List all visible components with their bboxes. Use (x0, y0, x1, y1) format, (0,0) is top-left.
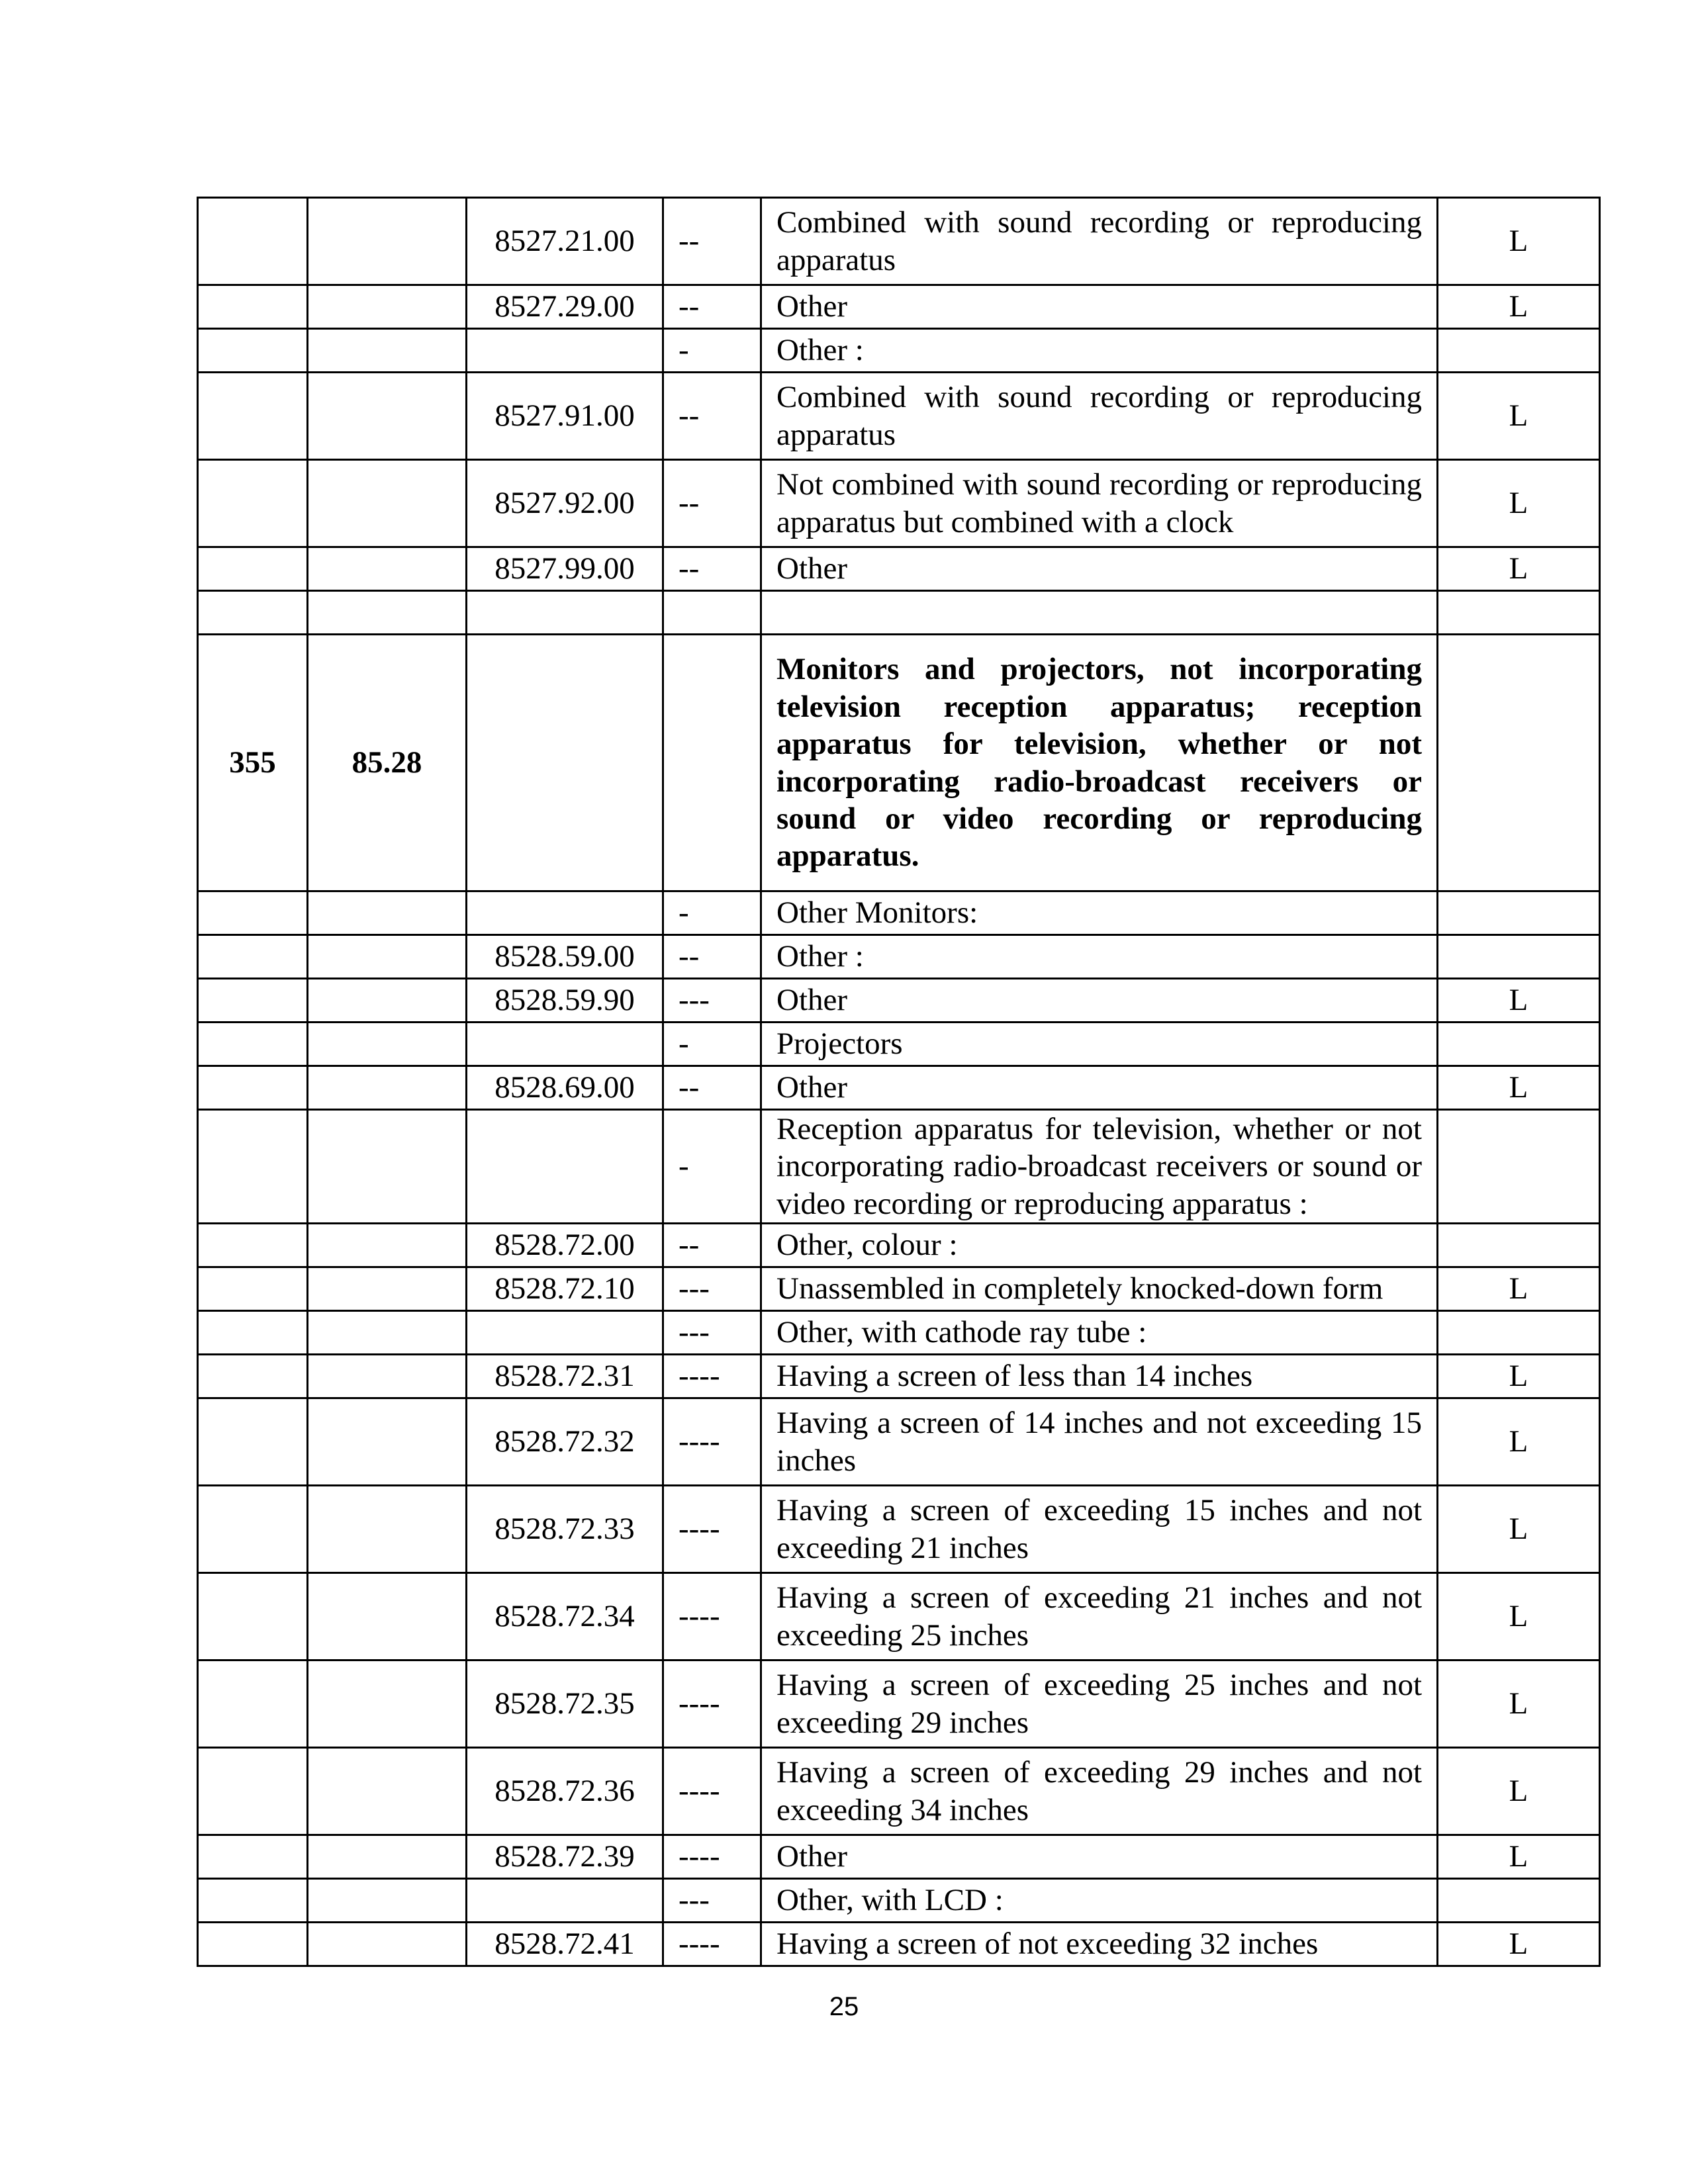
table-row (198, 1224, 1600, 1267)
hs-code-cell (467, 1023, 663, 1066)
hs-code-cell: 8527.29.00 (467, 285, 663, 329)
heading-number-cell (308, 329, 467, 373)
list-flag-cell (1438, 635, 1600, 891)
table-row (198, 891, 1600, 935)
list-flag-cell: L (1438, 1573, 1600, 1661)
level-dash-cell: ---- (663, 1661, 761, 1748)
heading-number-cell (308, 1267, 467, 1311)
description-cell: Combined with sound recording or reproducing apparatus (761, 198, 1438, 285)
serial-number-cell (198, 1661, 308, 1748)
hs-code-cell (467, 329, 663, 373)
list-flag-cell (1438, 935, 1600, 979)
list-flag-cell: L (1438, 1835, 1600, 1879)
level-dash-cell (663, 635, 761, 891)
table-row (198, 1066, 1600, 1110)
level-dash-cell: --- (663, 1879, 761, 1923)
heading-number-cell (308, 1835, 467, 1879)
description-cell: Having a screen of exceeding 15 inches and not exceeding 21 inches (761, 1486, 1438, 1573)
list-flag-cell: L (1438, 285, 1600, 329)
table-row (198, 979, 1600, 1023)
hs-code-cell (467, 1311, 663, 1355)
list-flag-cell (1438, 1879, 1600, 1923)
serial-number-cell (198, 1835, 308, 1879)
level-dash-cell: -- (663, 373, 761, 460)
heading-number-cell (308, 1023, 467, 1066)
description-cell: Projectors (761, 1023, 1438, 1066)
hs-code-cell: 8528.72.31 (467, 1355, 663, 1398)
serial-number-cell (198, 1224, 308, 1267)
list-flag-cell: L (1438, 1066, 1600, 1110)
hs-code-cell: 8528.72.10 (467, 1267, 663, 1311)
description-cell: Having a screen of not exceeding 32 inches (761, 1923, 1438, 1966)
serial-number-cell (198, 547, 308, 591)
hs-code-cell: 8527.99.00 (467, 547, 663, 591)
table-row (198, 1835, 1600, 1879)
list-flag-cell: L (1438, 1486, 1600, 1573)
level-dash-cell: - (663, 329, 761, 373)
level-dash-cell: -- (663, 547, 761, 591)
description-cell: Other (761, 979, 1438, 1023)
table-row (198, 1661, 1600, 1748)
heading-number-cell (308, 1748, 467, 1835)
list-flag-cell (1438, 329, 1600, 373)
description-cell: Reception apparatus for television, whether or not incorporating radio-broadcast receivers or sound or video recording or reproducing apparatus : (761, 1110, 1438, 1224)
serial-number-cell (198, 198, 308, 285)
serial-number-cell (198, 1311, 308, 1355)
heading-number-cell (308, 1398, 467, 1486)
hs-code-cell: 8528.69.00 (467, 1066, 663, 1110)
level-dash-cell: -- (663, 935, 761, 979)
description-cell: Other Monitors: (761, 891, 1438, 935)
list-flag-cell: L (1438, 1748, 1600, 1835)
serial-number-cell (198, 1748, 308, 1835)
table-row (198, 1311, 1600, 1355)
description-cell: Monitors and projectors, not incorporating television reception apparatus; reception apparatus for television, whether or not incorporating radio-broadcast receivers or sound or video recording or reproducing apparatus. (761, 635, 1438, 891)
table-row (198, 329, 1600, 373)
table-row (198, 1355, 1600, 1398)
description-cell: Not combined with sound recording or reproducing apparatus but combined with a clock (761, 460, 1438, 547)
table-row (198, 1748, 1600, 1835)
serial-number-cell (198, 935, 308, 979)
description-cell: Other, colour : (761, 1224, 1438, 1267)
table-row (198, 373, 1600, 460)
level-dash-cell: ---- (663, 1486, 761, 1573)
heading-number-cell: 85.28 (308, 635, 467, 891)
serial-number-cell (198, 979, 308, 1023)
description-cell: Other (761, 1835, 1438, 1879)
list-flag-cell: L (1438, 547, 1600, 591)
serial-number-cell (198, 891, 308, 935)
heading-number-cell (308, 1355, 467, 1398)
hs-code-cell: 8527.21.00 (467, 198, 663, 285)
list-flag-cell (1438, 1023, 1600, 1066)
description-cell: Other, with LCD : (761, 1879, 1438, 1923)
hs-code-cell: 8528.72.32 (467, 1398, 663, 1486)
heading-number-cell (308, 891, 467, 935)
description-cell: Having a screen of 14 inches and not exceeding 15 inches (761, 1398, 1438, 1486)
description-cell: Other (761, 547, 1438, 591)
heading-number-cell (308, 198, 467, 285)
list-flag-cell: L (1438, 979, 1600, 1023)
hs-code-cell: 8528.72.39 (467, 1835, 663, 1879)
serial-number-cell (198, 1066, 308, 1110)
list-flag-cell (1438, 1311, 1600, 1355)
hs-code-cell (467, 591, 663, 635)
level-dash-cell: ---- (663, 1923, 761, 1966)
heading-number-cell (308, 1661, 467, 1748)
hs-code-cell: 8528.72.00 (467, 1224, 663, 1267)
level-dash-cell: -- (663, 1066, 761, 1110)
hs-code-cell: 8528.72.34 (467, 1573, 663, 1661)
hs-code-cell: 8528.72.36 (467, 1748, 663, 1835)
table-row (198, 285, 1600, 329)
level-dash-cell: ---- (663, 1355, 761, 1398)
table-row (198, 935, 1600, 979)
heading-number-cell (308, 1879, 467, 1923)
list-flag-cell (1438, 591, 1600, 635)
list-flag-cell: L (1438, 373, 1600, 460)
hs-code-cell: 8528.59.90 (467, 979, 663, 1023)
description-cell: Other (761, 285, 1438, 329)
list-flag-cell (1438, 1110, 1600, 1224)
description-cell: Unassembled in completely knocked-down form (761, 1267, 1438, 1311)
heading-number-cell (308, 1573, 467, 1661)
heading-number-cell (308, 1066, 467, 1110)
level-dash-cell: ---- (663, 1398, 761, 1486)
table-row (198, 1110, 1600, 1224)
tariff-table (197, 197, 1601, 1967)
serial-number-cell (198, 329, 308, 373)
description-cell: Having a screen of less than 14 inches (761, 1355, 1438, 1398)
hs-code-cell: 8528.59.00 (467, 935, 663, 979)
hs-code-cell: 8527.92.00 (467, 460, 663, 547)
page-number: 25 (829, 1992, 859, 2021)
description-cell: Having a screen of exceeding 21 inches and not exceeding 25 inches (761, 1573, 1438, 1661)
table-row (198, 1023, 1600, 1066)
table-row (198, 1879, 1600, 1923)
heading-number-cell (308, 1486, 467, 1573)
level-dash-cell: -- (663, 460, 761, 547)
table-row (198, 547, 1600, 591)
table-row (198, 591, 1600, 635)
serial-number-cell (198, 373, 308, 460)
level-dash-cell: -- (663, 1224, 761, 1267)
level-dash-cell: - (663, 891, 761, 935)
list-flag-cell: L (1438, 1398, 1600, 1486)
level-dash-cell (663, 591, 761, 635)
description-cell: Other : (761, 935, 1438, 979)
level-dash-cell: --- (663, 1311, 761, 1355)
list-flag-cell: L (1438, 1267, 1600, 1311)
heading-number-cell (308, 547, 467, 591)
table-row (198, 460, 1600, 547)
table-row (198, 635, 1600, 891)
list-flag-cell: L (1438, 1661, 1600, 1748)
serial-number-cell (198, 1023, 308, 1066)
list-flag-cell: L (1438, 460, 1600, 547)
level-dash-cell: ---- (663, 1573, 761, 1661)
hs-code-cell (467, 1110, 663, 1224)
heading-number-cell (308, 1110, 467, 1224)
hs-code-cell (467, 635, 663, 891)
level-dash-cell: ---- (663, 1835, 761, 1879)
level-dash-cell: -- (663, 198, 761, 285)
description-cell: Combined with sound recording or reproducing apparatus (761, 373, 1438, 460)
serial-number-cell (198, 591, 308, 635)
heading-number-cell (308, 1311, 467, 1355)
level-dash-cell: --- (663, 1267, 761, 1311)
heading-number-cell (308, 373, 467, 460)
serial-number-cell: 355 (198, 635, 308, 891)
heading-number-cell (308, 935, 467, 979)
level-dash-cell: -- (663, 285, 761, 329)
heading-number-cell (308, 1224, 467, 1267)
description-cell: Other (761, 1066, 1438, 1110)
table-row (198, 1398, 1600, 1486)
serial-number-cell (198, 1355, 308, 1398)
heading-number-cell (308, 979, 467, 1023)
hs-code-cell: 8528.72.33 (467, 1486, 663, 1573)
table-row (198, 1486, 1600, 1573)
description-cell: Other : (761, 329, 1438, 373)
table-row (198, 198, 1600, 285)
table-row (198, 1267, 1600, 1311)
list-flag-cell (1438, 1224, 1600, 1267)
description-cell (761, 591, 1438, 635)
serial-number-cell (198, 460, 308, 547)
serial-number-cell (198, 1573, 308, 1661)
hs-code-cell (467, 891, 663, 935)
heading-number-cell (308, 285, 467, 329)
table-row (198, 1573, 1600, 1661)
description-cell: Having a screen of exceeding 25 inches and not exceeding 29 inches (761, 1661, 1438, 1748)
serial-number-cell (198, 1267, 308, 1311)
list-flag-cell (1438, 891, 1600, 935)
list-flag-cell: L (1438, 198, 1600, 285)
description-cell: Other, with cathode ray tube : (761, 1311, 1438, 1355)
serial-number-cell (198, 1398, 308, 1486)
serial-number-cell (198, 1923, 308, 1966)
heading-number-cell (308, 1923, 467, 1966)
tariff-table-body (198, 198, 1600, 1966)
hs-code-cell: 8528.72.41 (467, 1923, 663, 1966)
list-flag-cell: L (1438, 1923, 1600, 1966)
description-cell: Having a screen of exceeding 29 inches and not exceeding 34 inches (761, 1748, 1438, 1835)
level-dash-cell: --- (663, 979, 761, 1023)
level-dash-cell: - (663, 1110, 761, 1224)
heading-number-cell (308, 591, 467, 635)
serial-number-cell (198, 285, 308, 329)
serial-number-cell (198, 1486, 308, 1573)
serial-number-cell (198, 1879, 308, 1923)
hs-code-cell (467, 1879, 663, 1923)
table-row (198, 1923, 1600, 1966)
heading-number-cell (308, 460, 467, 547)
level-dash-cell: - (663, 1023, 761, 1066)
serial-number-cell (198, 1110, 308, 1224)
hs-code-cell: 8528.72.35 (467, 1661, 663, 1748)
list-flag-cell: L (1438, 1355, 1600, 1398)
level-dash-cell: ---- (663, 1748, 761, 1835)
hs-code-cell: 8527.91.00 (467, 373, 663, 460)
